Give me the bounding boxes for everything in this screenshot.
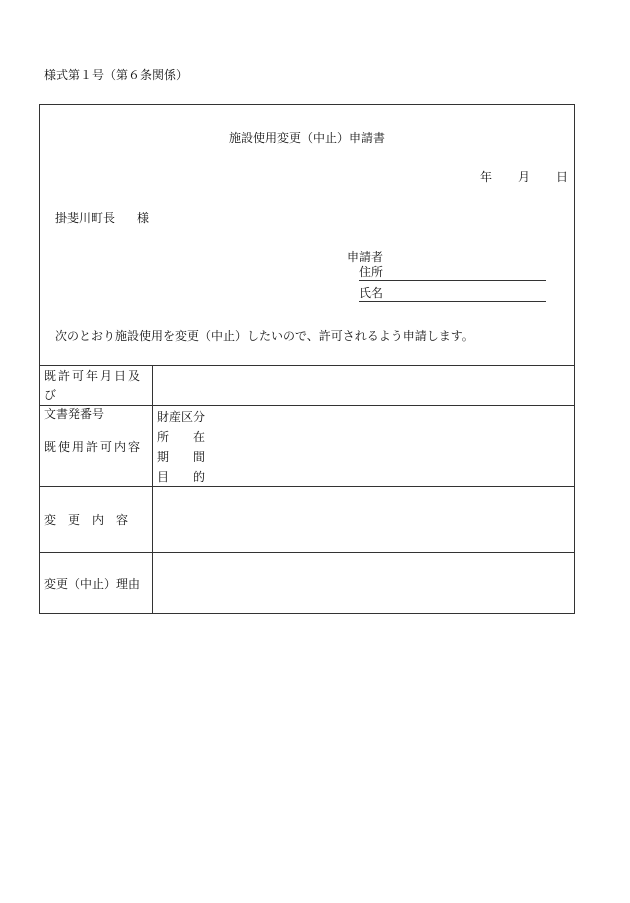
addressee-name: 掛斐川町長 xyxy=(55,211,116,225)
period-label: 期 間 xyxy=(157,450,206,464)
change-reason-row xyxy=(40,553,574,613)
purpose-label: 目 的 xyxy=(157,470,206,484)
prior-permit-label-line2: 文書発番号 xyxy=(44,407,105,421)
name-field[interactable] xyxy=(359,285,546,302)
change-reason-label: 変更（中止）理由 xyxy=(40,553,153,613)
prior-permit-label xyxy=(40,365,153,421)
change-content-label: 変 更 内 容 xyxy=(40,487,153,552)
prior-usage-label: 既使用許可内容 xyxy=(40,406,153,486)
prior-usage-row xyxy=(40,406,574,487)
date-month-label: 月 xyxy=(517,170,530,184)
form-header-section xyxy=(40,105,574,366)
prior-usage-field[interactable] xyxy=(153,406,574,486)
change-reason-field[interactable] xyxy=(153,553,574,613)
applicant-label: 申請者 xyxy=(347,250,384,264)
date-year-label: 年 xyxy=(479,170,492,184)
address-field[interactable] xyxy=(359,264,546,281)
location-label: 所 在 xyxy=(157,430,206,444)
form-title: 施設使用変更（中止）申請書 xyxy=(228,131,385,145)
name-label: 氏名 xyxy=(359,286,384,300)
change-content-row xyxy=(40,487,574,553)
change-content-field[interactable] xyxy=(153,487,574,552)
addressee xyxy=(55,209,149,226)
application-statement: 次のとおり施設使用を変更（中止）したいので、許可されるよう申請します。 xyxy=(55,329,474,343)
property-category-label: 財産区分 xyxy=(157,410,206,424)
date-day-label: 日 xyxy=(555,170,568,184)
prior-permit-label-line1: 既許可年月日及び xyxy=(44,369,143,402)
form-number: 様式第１号（第６条関係） xyxy=(44,68,189,82)
date-fields xyxy=(480,168,568,185)
prior-permit-field[interactable] xyxy=(153,365,574,405)
application-form xyxy=(39,104,575,614)
address-label: 住所 xyxy=(359,265,384,279)
addressee-honorific: 様 xyxy=(137,211,150,225)
